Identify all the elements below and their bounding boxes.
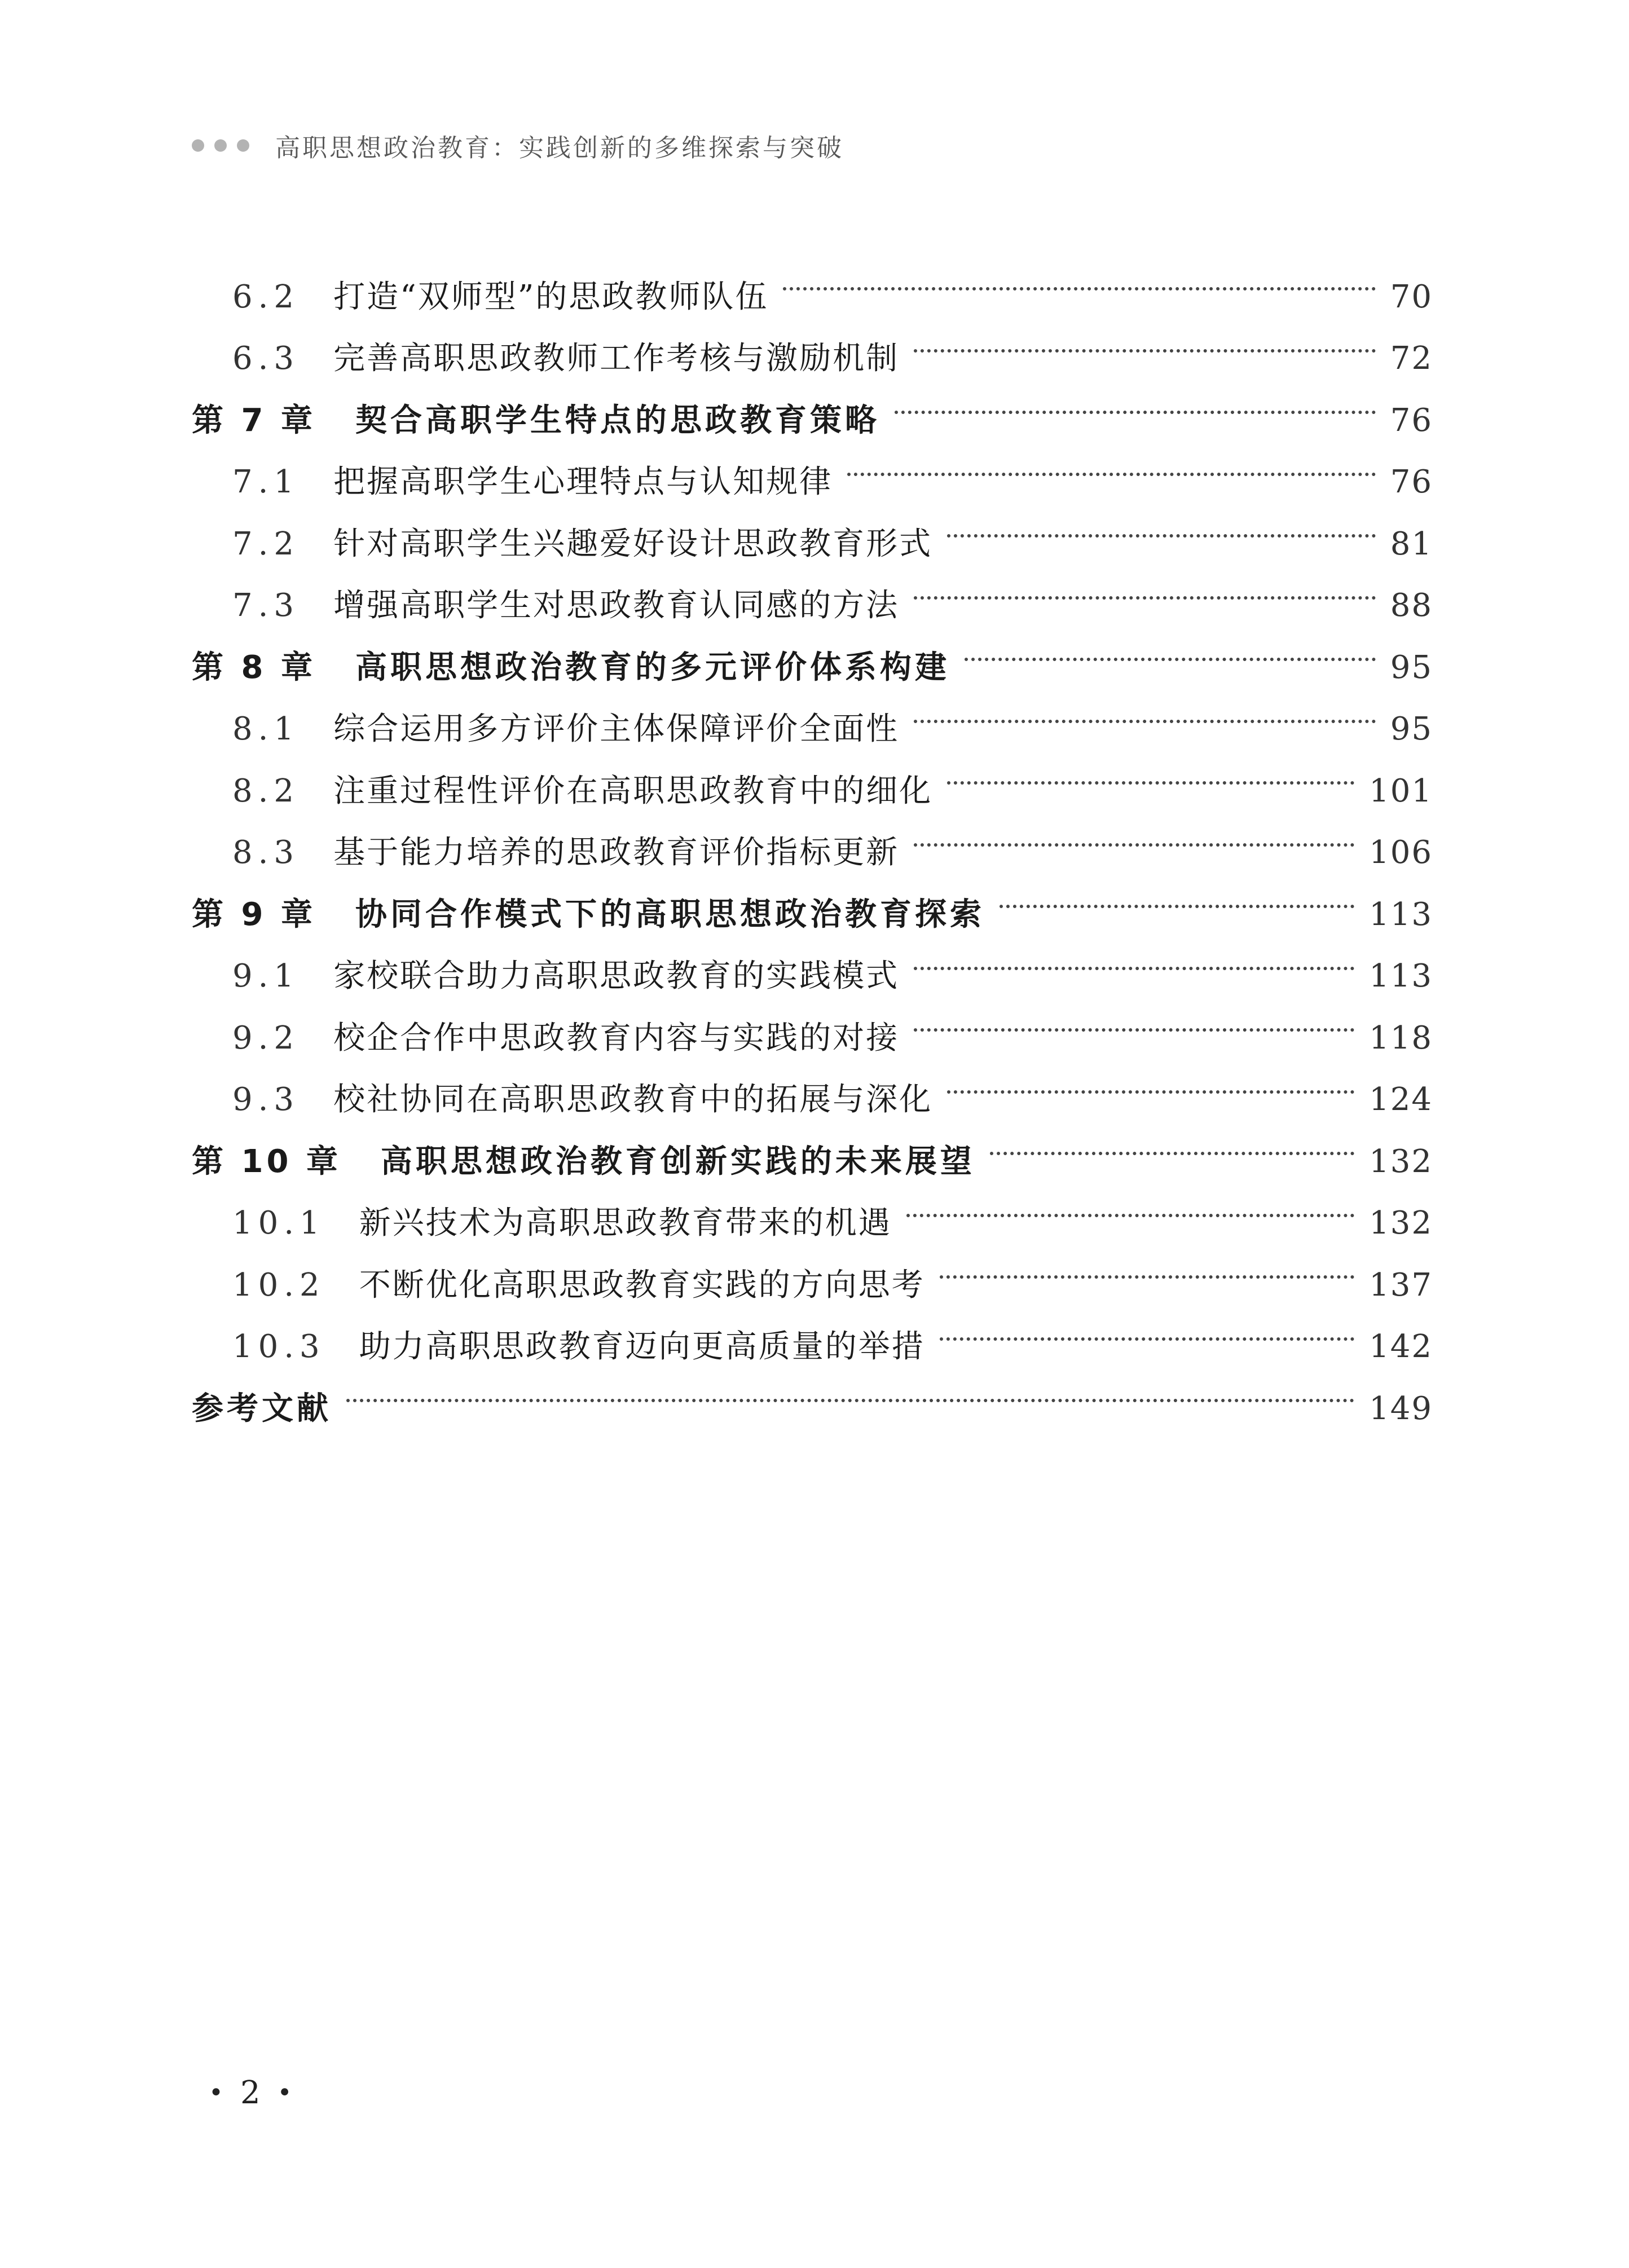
toc-entry-number: 7.1: [232, 464, 300, 500]
footer-bullet-right: •: [277, 2078, 292, 2107]
toc-entry-number: 10.2: [232, 1266, 325, 1303]
running-header: [192, 123, 844, 168]
toc-entry-title: 家校联合助力高职思政教育的实践模式: [333, 958, 900, 994]
footer-bullet-left: •: [209, 2078, 223, 2107]
toc-entry-title: 新兴技术为高职思政教育带来的机遇: [359, 1205, 892, 1241]
dot-leader: [990, 1110, 1354, 1172]
dot-leader: [965, 616, 1376, 678]
toc-entry-page: 76: [1390, 464, 1433, 500]
toc-entry-page: 95: [1390, 711, 1433, 747]
header-dots-icon: [192, 139, 249, 152]
toc-entry-page: 95: [1390, 649, 1433, 686]
toc-entry-title: 完善高职思政教师工作考核与激励机制: [333, 340, 900, 377]
toc-entry-number: 第 9 章: [192, 896, 316, 933]
page-number: 2: [240, 2075, 261, 2111]
dot-leader: [914, 925, 1354, 987]
toc-entry-page: 113: [1369, 896, 1433, 933]
dot-leader: [906, 1172, 1354, 1234]
toc-entry-page: 70: [1390, 278, 1433, 315]
toc-entry-title: 增强高职学生对思政教育认同感的方法: [333, 587, 900, 624]
toc-entry-number: 8.2: [232, 772, 300, 809]
toc-entry-title: 契合高职学生特点的思政教育策略: [355, 402, 880, 439]
toc-entry-title: 不断优化高职思政教育实践的方向思考: [359, 1266, 925, 1303]
toc-entry-page: 142: [1369, 1328, 1433, 1365]
dot-leader: [895, 369, 1376, 431]
book-title: 高职思想政治教育：实践创新的多维探索与突破: [275, 134, 844, 162]
toc-entry-title: 校企合作中思政教育内容与实践的对接: [333, 1019, 900, 1056]
toc-entry-page: 132: [1369, 1143, 1433, 1180]
dot-icon: [237, 139, 249, 152]
toc-entry-title: 针对高职学生兴趣爱好设计思政教育形式: [333, 525, 933, 562]
toc-entry-number: 6.3: [232, 340, 300, 377]
toc-section-entry[interactable]: [192, 245, 1433, 315]
dot-leader: [847, 431, 1376, 493]
toc-entry-title: 综合运用多方评价主体保障评价全面性: [333, 711, 900, 747]
dot-icon: [214, 139, 227, 152]
toc-entry-page: 88: [1390, 587, 1433, 624]
toc-entry-page: 106: [1369, 834, 1433, 871]
toc-entry-page: 118: [1369, 1019, 1433, 1056]
dot-leader: [914, 801, 1354, 864]
toc-entry-page: 101: [1369, 772, 1433, 809]
toc-entry-title: 参考文献: [192, 1390, 332, 1427]
toc-entry-title: 助力高职思政教育迈向更高质量的举措: [359, 1328, 925, 1365]
toc-entry-number: 10.1: [232, 1205, 325, 1241]
dot-leader: [1000, 863, 1354, 925]
toc-entry-number: 9.3: [232, 1081, 300, 1118]
toc-entry-page: 149: [1369, 1390, 1433, 1427]
toc-entry-page: 132: [1369, 1205, 1433, 1241]
toc-entry-number: 第 8 章: [192, 649, 316, 686]
toc-entry-number: 7.3: [232, 587, 300, 624]
dot-leader: [346, 1357, 1354, 1419]
dot-leader: [914, 678, 1376, 740]
toc-entry-page: 72: [1390, 340, 1433, 377]
toc-entry-number: 第 10 章: [192, 1143, 341, 1180]
toc-entry-number: 10.3: [232, 1328, 325, 1365]
toc-entry-page: 81: [1390, 525, 1433, 562]
toc-entry-number: 9.1: [232, 958, 300, 994]
toc-entry-number: 6.2: [232, 278, 300, 315]
toc-entry-title: 高职思想政治教育的多元评价体系构建: [355, 649, 950, 686]
dot-leader: [914, 554, 1376, 616]
toc-entry-title: 协同合作模式下的高职思想政治教育探索: [355, 896, 985, 933]
toc-entry-title: 基于能力培养的思政教育评价指标更新: [333, 834, 900, 871]
toc-entry-number: 第 7 章: [192, 402, 316, 439]
dot-leader: [947, 739, 1354, 801]
toc-entry-title: 打造“双师型”的思政教师队伍: [333, 278, 769, 315]
dot-leader: [947, 1049, 1354, 1111]
dot-leader: [940, 1296, 1354, 1358]
dot-leader: [783, 245, 1375, 307]
dot-leader: [940, 1234, 1354, 1296]
toc-entry-page: 113: [1369, 958, 1433, 994]
page-footer: [209, 2075, 292, 2111]
toc-entry-title: 高职思想政治教育创新实践的未来展望: [380, 1143, 975, 1180]
toc-entry-number: 7.2: [232, 525, 300, 562]
table-of-contents: [192, 245, 1433, 1427]
toc-entry-title: 把握高职学生心理特点与认知规律: [333, 464, 833, 500]
toc-entry-page: 124: [1369, 1081, 1433, 1118]
toc-entry-title: 校社协同在高职思政教育中的拓展与深化: [333, 1081, 933, 1118]
dot-leader: [914, 987, 1354, 1049]
dot-leader: [914, 307, 1376, 369]
toc-entry-page: 76: [1390, 402, 1433, 439]
dot-icon: [192, 139, 204, 152]
toc-entry-title: 注重过程性评价在高职思政教育中的细化: [333, 772, 933, 809]
toc-chapter-entry[interactable]: [192, 1357, 1433, 1427]
toc-entry-number: 8.3: [232, 834, 300, 871]
toc-entry-number: 9.2: [232, 1019, 300, 1056]
toc-entry-page: 137: [1369, 1266, 1433, 1303]
toc-entry-number: 8.1: [232, 711, 300, 747]
dot-leader: [947, 492, 1376, 554]
